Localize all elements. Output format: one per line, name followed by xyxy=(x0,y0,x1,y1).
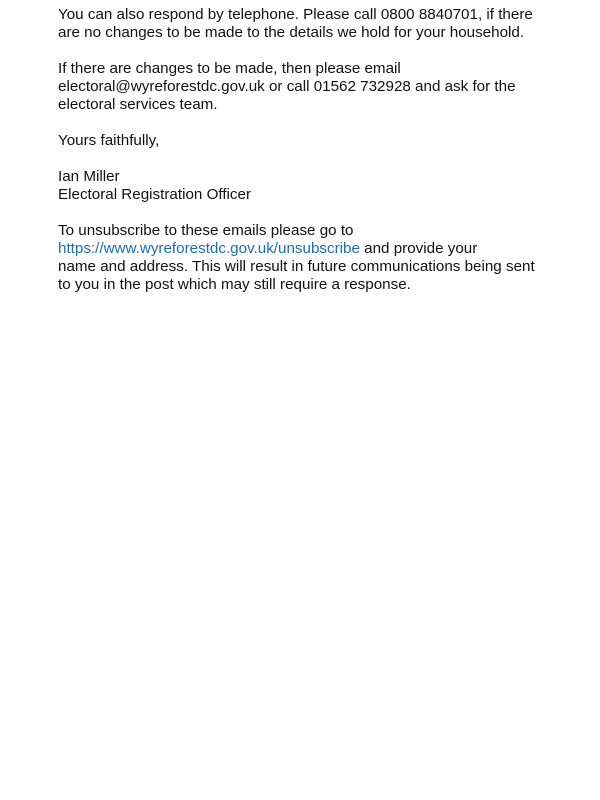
unsubscribe-paragraph xyxy=(58,222,548,294)
text-line: electoral@wyreforestdc.gov.uk or call 01562 732928 and ask for the xyxy=(58,78,516,95)
text-line: You can also respond by telephone. Please call 0800 8840701, if there xyxy=(58,6,533,23)
signatory-name: Ian Miller xyxy=(58,168,120,185)
closing-paragraph xyxy=(58,132,548,150)
text-line xyxy=(58,240,548,258)
text-fragment: and provide your xyxy=(359,240,478,257)
text-line: to you in the post which may still require a response. xyxy=(58,276,411,293)
letter-body xyxy=(58,6,548,312)
signatory-title: Electoral Registration Officer xyxy=(58,186,252,203)
signature-block xyxy=(58,168,548,204)
text-line: Yours faithfully, xyxy=(58,132,160,149)
text-line: name and address. This will result in future communications being sent xyxy=(58,258,535,275)
text-line: are no changes to be made to the details we hold for your household. xyxy=(58,24,525,41)
telephone-paragraph xyxy=(58,6,548,42)
text-line: To unsubscribe to these emails please go to xyxy=(58,222,354,239)
text-line: electoral services team. xyxy=(58,96,218,113)
text-line: If there are changes to be made, then please email xyxy=(58,60,401,77)
changes-paragraph xyxy=(58,60,548,114)
unsubscribe-link[interactable]: https://www.wyreforestdc.gov.uk/unsubscribe xyxy=(58,240,360,257)
